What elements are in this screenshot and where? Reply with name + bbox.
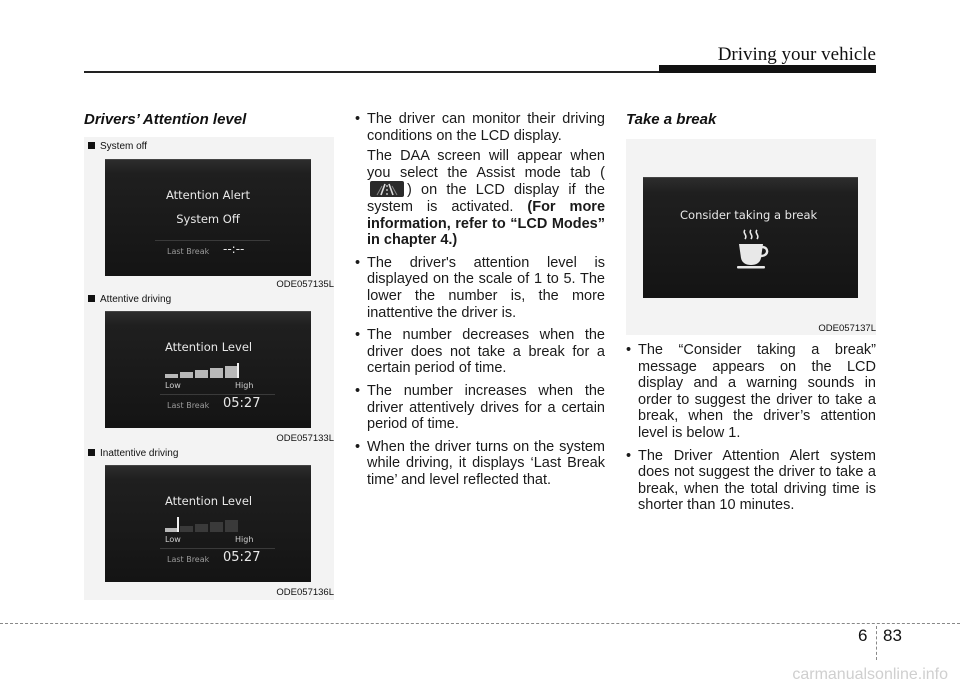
watermark: carmanualsonline.info <box>792 666 948 683</box>
gauge-level-marker <box>237 363 239 378</box>
list-item: • The number decreases when the driver does not take a break for a certain period of time. <box>355 327 605 377</box>
square-bullet-icon <box>88 142 95 149</box>
paragraph-text: ) on the LCD display if the system is activated. <box>367 182 605 215</box>
figure-code: ODE057135L <box>276 279 334 290</box>
screen-subtitle: System Off <box>176 212 240 226</box>
list-item: • The number increases when the driver attentively drives for a certain period of time. <box>355 383 605 433</box>
screen-title: Attention Level <box>165 340 253 354</box>
gauge-segment <box>165 374 178 378</box>
footer-rule <box>0 623 960 624</box>
coffee-cup-icon <box>736 228 772 270</box>
lcd-screen <box>105 465 311 582</box>
last-break-label: Last Break <box>167 247 210 256</box>
figure-code: ODE057137L <box>818 323 876 334</box>
gauge-high-label: High <box>235 535 254 544</box>
figure-code: ODE057136L <box>276 587 334 598</box>
lcd-screen <box>643 177 858 298</box>
figure-inattentive-driving <box>84 446 334 600</box>
figure-caption <box>88 294 171 305</box>
attention-gauge <box>165 364 255 378</box>
gauge-segment <box>210 368 223 378</box>
square-bullet-icon <box>88 295 95 302</box>
figure-caption-text: Inattentive driving <box>100 448 179 459</box>
gauge-low-label: Low <box>165 535 181 544</box>
gauge-level-marker <box>177 517 179 532</box>
last-break-value: --:-- <box>223 242 245 256</box>
figure-take-a-break <box>626 139 876 335</box>
screen-message: Consider taking a break <box>680 208 818 222</box>
header-rule <box>84 71 664 73</box>
list-item: • The “Consider taking a break” message appears on the LCD display and a warning sounds in order to suggest the driver to take a break, when the driver’s attention level is below 1. <box>626 342 876 442</box>
chapter-number: 6 <box>858 626 868 645</box>
page-number: 83 <box>883 626 902 645</box>
gauge-segment <box>225 520 238 532</box>
screen-title: Attention Level <box>165 494 253 508</box>
paragraph-reference: (For more information, refer to “LCD Modes” in chapter 4.) <box>367 198 606 249</box>
attention-gauge <box>165 518 255 532</box>
square-bullet-icon <box>88 449 95 456</box>
gauge-segment <box>195 524 208 532</box>
figure-caption-text: Attentive driving <box>100 294 172 305</box>
bullet-list <box>355 255 605 489</box>
figure-code: ODE057133L <box>276 433 334 444</box>
page-number-divider <box>876 626 877 660</box>
figure-system-off <box>84 137 334 292</box>
divider <box>155 240 270 241</box>
bullet-list <box>626 342 876 514</box>
paragraph-daa-screen <box>355 148 605 249</box>
divider <box>160 394 275 395</box>
section-heading-attention-level: Drivers’ Attention level <box>84 111 247 128</box>
gauge-low-label: Low <box>165 381 181 390</box>
figure-caption <box>88 448 178 459</box>
paragraph-text: The DAA screen will appear when you select the Assist mode tab ( <box>367 148 605 181</box>
right-column-text <box>626 342 876 520</box>
figure-attentive-driving <box>84 292 334 446</box>
gauge-segment <box>210 522 223 532</box>
header-rule-accent <box>659 65 876 73</box>
figure-caption-text: System off <box>100 141 148 152</box>
list-item: • The Driver Attention Alert system does not suggest the driver to take a break, when the total driving time is shorter than 10 minutes. <box>626 448 876 514</box>
list-item: • The driver can monitor their driving conditions on the LCD display. <box>355 111 605 144</box>
gauge-segment <box>180 526 193 532</box>
road-lane-icon <box>370 181 404 197</box>
last-break-label: Last Break <box>167 401 210 410</box>
divider <box>160 548 275 549</box>
last-break-label: Last Break <box>167 555 210 564</box>
middle-column <box>355 111 605 494</box>
screen-title: Attention Alert <box>165 188 251 202</box>
lcd-screen <box>105 159 311 276</box>
gauge-segment <box>180 372 193 378</box>
bullet-list <box>355 111 605 144</box>
section-heading-take-a-break: Take a break <box>626 111 717 128</box>
header-title: Driving your vehicle <box>717 44 876 65</box>
gauge-high-label: High <box>235 381 254 390</box>
gauge-segment <box>195 370 208 378</box>
list-item: • The driver's attention level is displayed on the scale of 1 to 5. The lower the number is, the more inattentive the driver is. <box>355 255 605 321</box>
last-break-value: 05:27 <box>223 396 261 411</box>
last-break-value: 05:27 <box>223 550 261 565</box>
figure-caption <box>88 141 147 152</box>
lcd-screen <box>105 311 311 428</box>
list-item: • When the driver turns on the system while driving, it displays ‘Last Break time’ and level reflected that. <box>355 439 605 489</box>
